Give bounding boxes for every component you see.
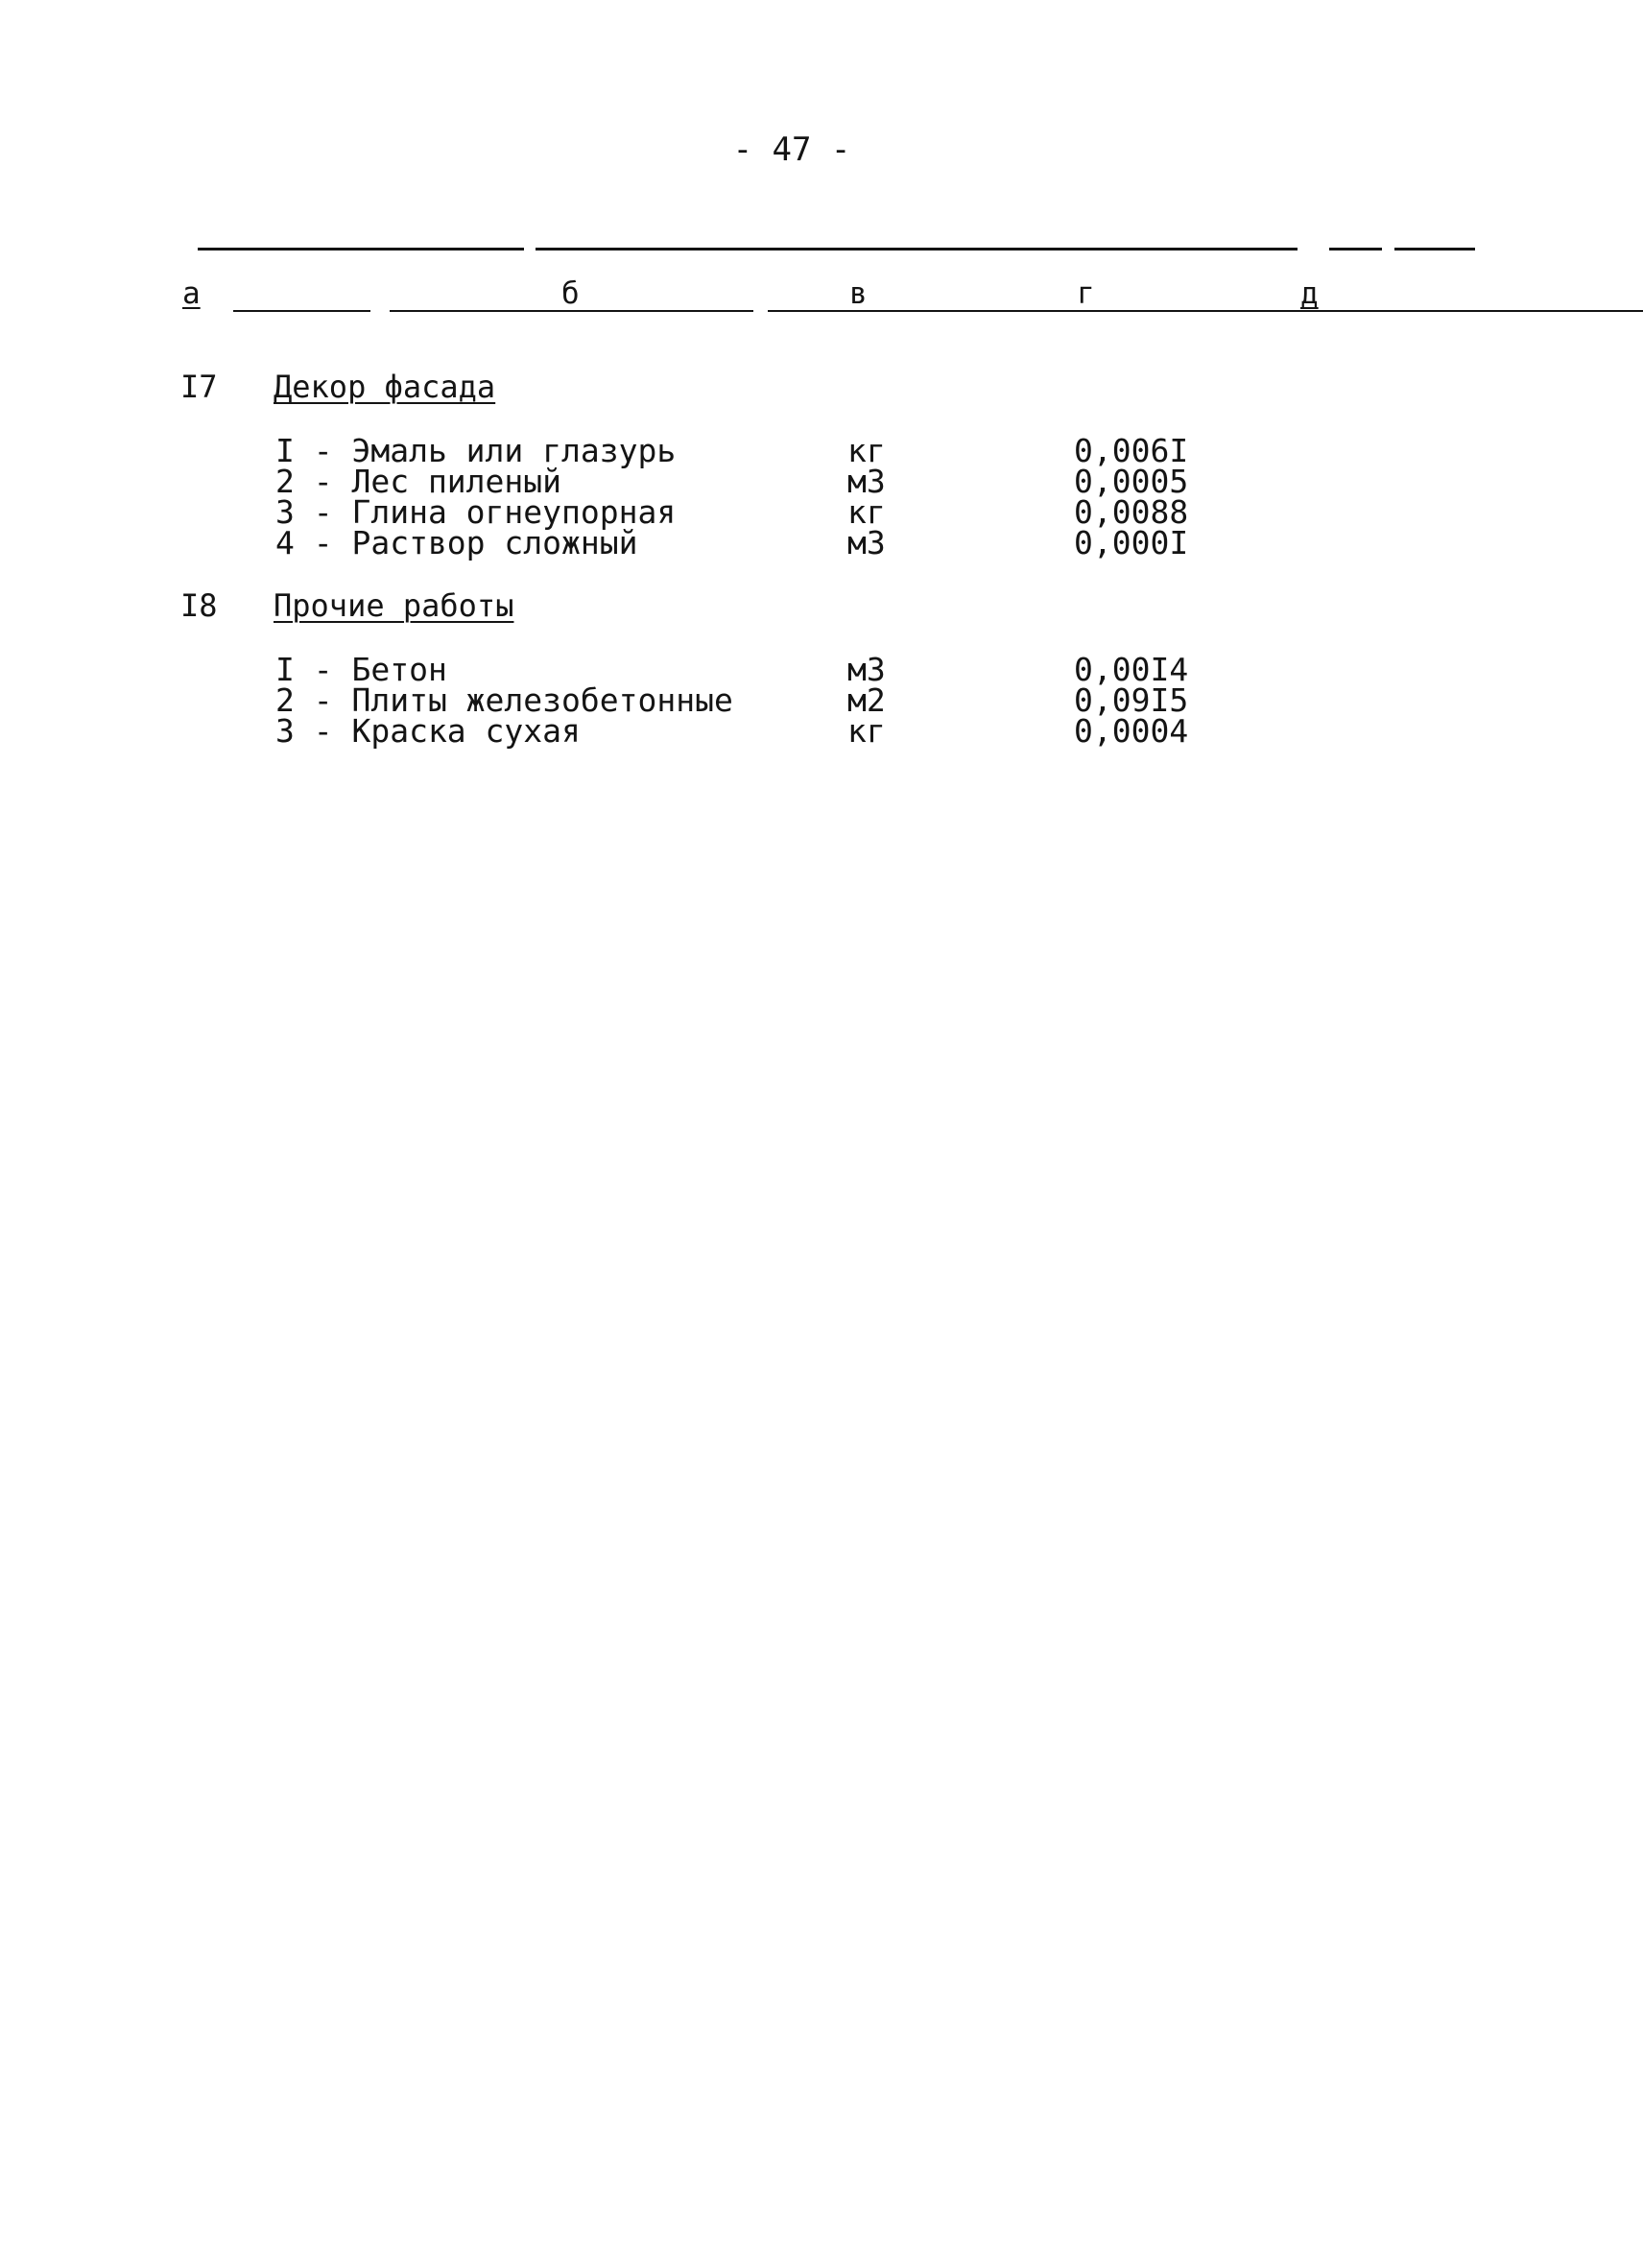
page-number: - 47 - bbox=[732, 131, 851, 169]
section-title: Декор фасада bbox=[274, 369, 496, 405]
section-title: Прочие работы bbox=[274, 587, 514, 624]
table-row bbox=[0, 714, 1643, 749]
material-name: 3 - Краска сухая bbox=[275, 712, 581, 750]
table-row bbox=[0, 653, 1643, 687]
material-name: I - Бетон bbox=[275, 651, 447, 688]
norm-value: 0,000I bbox=[1074, 524, 1189, 561]
material-name: I - Эмаль или глазурь bbox=[275, 432, 677, 469]
unit: м2 bbox=[847, 681, 886, 719]
norm-value: 0,09I5 bbox=[1074, 681, 1189, 719]
unit: м3 bbox=[847, 651, 886, 688]
table-row bbox=[0, 465, 1643, 499]
material-name: 2 - Плиты железобетонные bbox=[275, 681, 733, 719]
column-header-g: г bbox=[1077, 276, 1095, 311]
unit: м3 bbox=[847, 524, 886, 561]
table-row bbox=[0, 495, 1643, 530]
material-name: 4 - Раствор сложный bbox=[275, 524, 638, 561]
material-name: 2 - Лес пиленый bbox=[275, 463, 562, 500]
rule-segment bbox=[1382, 310, 1475, 312]
column-header-d: д bbox=[1300, 276, 1319, 311]
rule-segment bbox=[1329, 248, 1382, 251]
rule-segment bbox=[536, 248, 1298, 251]
section-number: I8 bbox=[180, 587, 218, 624]
rule-segment bbox=[768, 310, 1643, 312]
norm-value: 0,0088 bbox=[1074, 493, 1189, 531]
unit: кг bbox=[847, 432, 886, 469]
column-header-v: в bbox=[849, 276, 868, 311]
column-header-b: б bbox=[561, 276, 580, 311]
norm-value: 0,00I4 bbox=[1074, 651, 1189, 688]
table-row bbox=[0, 526, 1643, 561]
table-row bbox=[0, 434, 1643, 468]
table-row bbox=[0, 683, 1643, 718]
rule-segment bbox=[233, 310, 370, 312]
norm-value: 0,0004 bbox=[1074, 712, 1189, 750]
column-header-a: а bbox=[182, 276, 201, 311]
material-name: 3 - Глина огнеупорная bbox=[275, 493, 677, 531]
rule-segment bbox=[1394, 248, 1475, 251]
unit: м3 bbox=[847, 463, 886, 500]
unit: кг bbox=[847, 493, 886, 531]
norm-value: 0,0005 bbox=[1074, 463, 1189, 500]
rule-segment bbox=[390, 310, 753, 312]
rule-segment bbox=[198, 248, 524, 251]
unit: кг bbox=[847, 712, 886, 750]
section-number: I7 bbox=[180, 369, 218, 405]
norm-value: 0,006I bbox=[1074, 432, 1189, 469]
